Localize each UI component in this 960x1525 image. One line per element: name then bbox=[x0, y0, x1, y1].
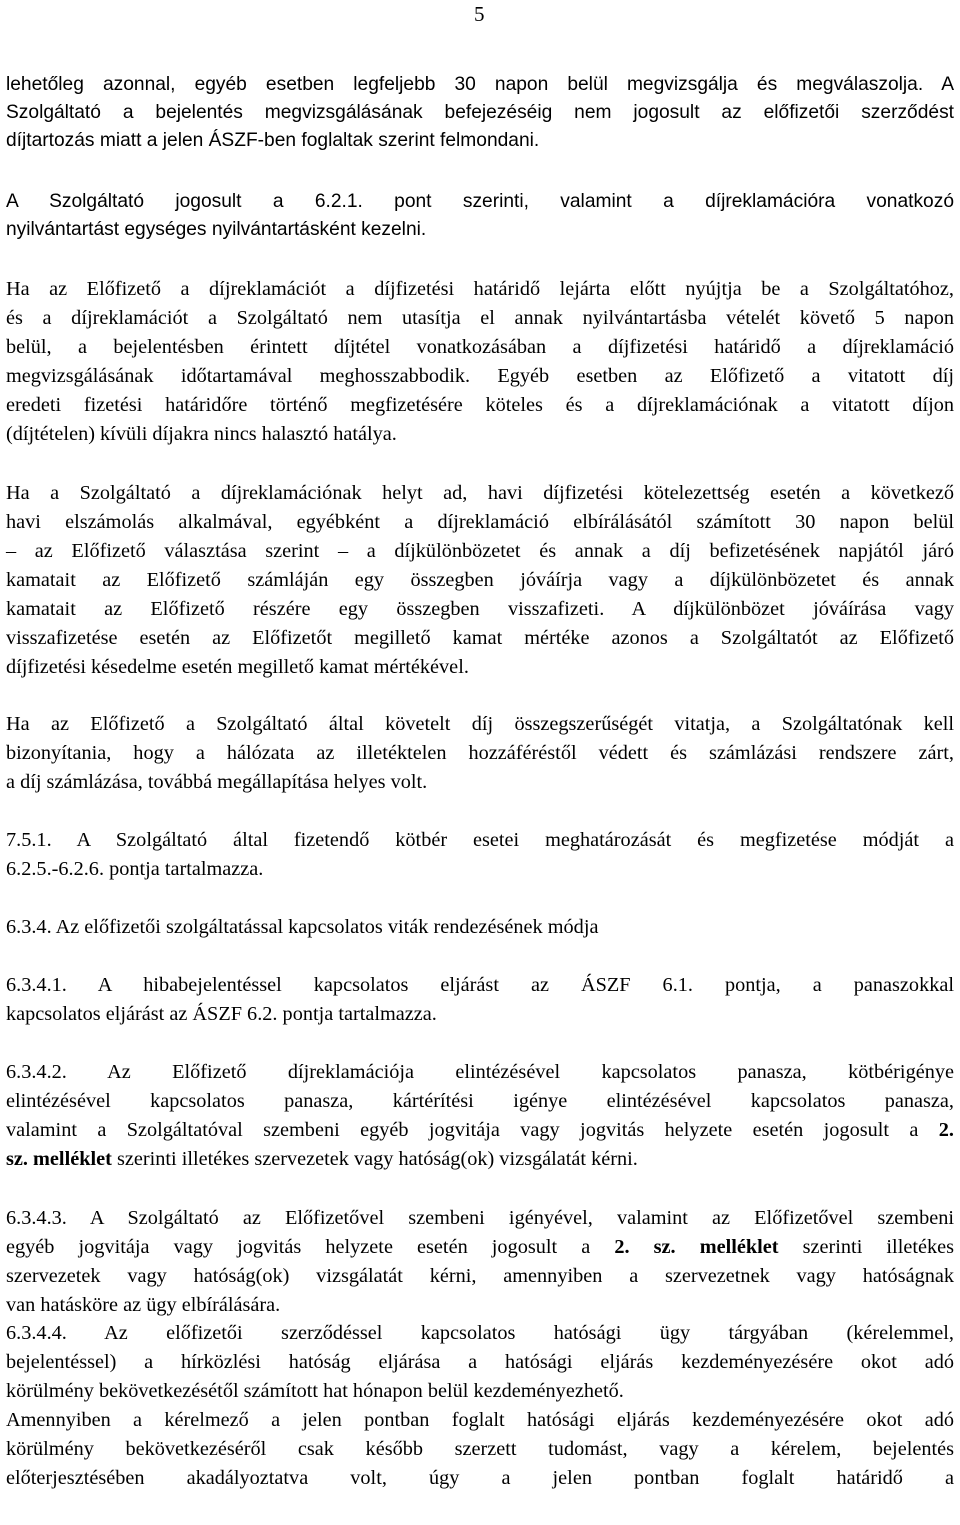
paragraph-6-3-4-3 bbox=[6, 1204, 954, 1320]
bold-text: 2. bbox=[938, 1119, 954, 1141]
text-line: 6.3.4.2. Az Előfizető díjreklamációja elintézésével kapcsolatos panasza, kötbérigénye bbox=[6, 1061, 954, 1083]
text-line: Szolgáltató a bejelentés megvizsgálásának befejezéséig nem jogosult az előfizetői szerződést bbox=[6, 102, 954, 123]
text-line: havi elszámolás alkalmával, egyébként a díjreklamáció elbírálásától számított 30 napon belül bbox=[6, 511, 954, 533]
text-line: körülmény bekövetkezéséről csak később szerzett tudomást, vagy a kérelem, bejelentés bbox=[6, 1438, 954, 1460]
text-line: megvizsgálásának időtartamával meghosszabbodik. Egyéb esetben az Előfizető a vitatott díj bbox=[6, 365, 954, 387]
text-line: díjfizetési késedelme esetén megillető kamat mértékével. bbox=[6, 656, 469, 678]
paragraph-5 bbox=[6, 710, 954, 797]
text-line: elintézésével kapcsolatos panasza, kártérítési igénye elintézésével kapcsolatos panasza, bbox=[6, 1090, 954, 1112]
text-line bbox=[6, 1116, 954, 1145]
paragraph-4 bbox=[6, 479, 954, 682]
bold-text: sz. melléklet bbox=[6, 1148, 112, 1170]
text-line: eredeti fizetési határidőre történő megfizetésére köteles és a díjreklamációnak a vitatott díjon bbox=[6, 394, 954, 416]
text-line: lehetőleg azonnal, egyéb esetben legfeljebb 30 napon belül megvizsgálja és megválaszolja. A bbox=[6, 74, 954, 95]
text-run: szerinti illetékes szervezetek vagy hatóság(ok) vizsgálatát kérni. bbox=[111, 1148, 638, 1170]
text-line: Ha a Szolgáltató a díjreklamációnak helyt ad, havi díjfizetési kötelezettség esetén a következő bbox=[6, 482, 954, 504]
text-line: kamatait az Előfizető részére egy összegben visszafizeti. A díjkülönbözet jóváírása vagy bbox=[6, 598, 954, 620]
text-line: és a díjreklamációt a Szolgáltató nem utasítja el annak nyilvántartásba vételét követő 5 napon bbox=[6, 307, 954, 329]
text-line: díjtartozás miatt a jelen ÁSZF-ben foglaltak szerint felmondani. bbox=[6, 130, 540, 151]
text-line: kamatait az Előfizető számláján egy összegben jóváírja vagy a díjkülönbözetet és annak bbox=[6, 569, 954, 591]
text-run: valamint a Szolgáltatóval szembeni egyéb jogvitája vagy jogvitás helyzete esetén jogosult a bbox=[6, 1119, 939, 1141]
text-line: kapcsolatos eljárást az ÁSZF 6.2. pontja tartalmazza. bbox=[6, 1003, 437, 1025]
text-line: 6.3.4.1. A hibabejelentéssel kapcsolatos eljárást az ÁSZF 6.1. pontja, a panaszokkal bbox=[6, 974, 954, 996]
text-line: bizonyítania, hogy a hálózata az illetéktelen hozzáféréstől védett és számlázási rendszere zárt, bbox=[6, 742, 954, 764]
text-line: 7.5.1. A Szolgáltató által fizetendő kötbér esetei meghatározását és megfizetése módját a bbox=[6, 829, 954, 851]
text-line: a díj számlázása, továbbá megállapítása helyes volt. bbox=[6, 771, 428, 793]
text-line: 6.2.5.-6.2.6. pontja tartalmazza. bbox=[6, 858, 264, 880]
text-line: visszafizetése esetén az Előfizetőt megillető kamat mértéke azonos a Szolgáltatót az Előfizető bbox=[6, 627, 954, 649]
section-heading-6-3-4 bbox=[6, 913, 954, 942]
text-line bbox=[6, 1145, 954, 1174]
paragraph-6 bbox=[6, 826, 954, 884]
text-run: szerinti illetékes bbox=[778, 1236, 954, 1258]
text-line: 6.3.4.4. Az előfizetői szerződéssel kapcsolatos hatósági ügy tárgyában (kérelemmel, bbox=[6, 1322, 954, 1344]
paragraph-3 bbox=[6, 275, 954, 449]
text-line: Ha az Előfizető a díjreklamációt a díjfizetési határidő lejárta előtt nyújtja be a Szolgáltatóhoz, bbox=[6, 278, 954, 300]
paragraph-2 bbox=[6, 188, 954, 244]
paragraph-6-3-4-4 bbox=[6, 1319, 954, 1406]
text-line: előterjesztésében akadályoztatva volt, úgy a jelen pontban foglalt határidő a bbox=[6, 1467, 954, 1489]
text-line: 6.3.4.3. A Szolgáltató az Előfizetővel szembeni igényével, valamint az Előfizetővel szembeni bbox=[6, 1207, 954, 1229]
text-line: Amennyiben a kérelmező a jelen pontban foglalt hatósági eljárás kezdeményezésére okot adó bbox=[6, 1409, 954, 1431]
text-line: belül, a bejelentésben érintett díjtétel vonatkozásában a díjfizetési határidő a díjreklamáció bbox=[6, 336, 954, 358]
page-number: 5 bbox=[474, 2, 485, 26]
text-line: nyilvántartást egységes nyilvántartásként kezelni. bbox=[6, 219, 427, 240]
paragraph-6-3-4-1 bbox=[6, 971, 954, 1029]
text-line: Ha az Előfizető a Szolgáltató által követelt díj összegszerűségét vitatja, a Szolgáltatónak kell bbox=[6, 713, 954, 735]
text-line: szervezetek vagy hatóság(ok) vizsgálatát kérni, amennyiben a szervezetnek vagy hatóságnak bbox=[6, 1265, 954, 1287]
text-run: egyéb jogvitája vagy jogvitás helyzete esetén jogosult a bbox=[6, 1236, 615, 1258]
bold-text: 2. sz. melléklet bbox=[614, 1236, 779, 1258]
text-line: (díjtételen) kívüli díjakra nincs halasztó hatálya. bbox=[6, 423, 397, 445]
paragraph-6-3-4-2 bbox=[6, 1058, 954, 1174]
text-line: A Szolgáltató jogosult a 6.2.1. pont szerinti, valamint a díjreklamációra vonatkozó bbox=[6, 191, 954, 212]
text-line bbox=[6, 1233, 954, 1262]
text-line: 6.3.4. Az előfizetői szolgáltatással kapcsolatos viták rendezésének módja bbox=[6, 916, 599, 938]
text-line: körülmény bekövetkezésétől számított hat hónapon belül kezdeményezhető. bbox=[6, 1380, 624, 1402]
text-line: – az Előfizető választása szerint – a díjkülönbözetet és annak a díj befizetésének napjától járó bbox=[6, 540, 954, 562]
text-line: van hatásköre az ügy elbírálására. bbox=[6, 1294, 281, 1316]
text-line: bejelentéssel) a hírközlési hatóság eljárása a hatósági eljárás kezdeményezésére okot adó bbox=[6, 1351, 954, 1373]
paragraph-1 bbox=[6, 71, 954, 155]
paragraph-continuation bbox=[6, 1406, 954, 1493]
